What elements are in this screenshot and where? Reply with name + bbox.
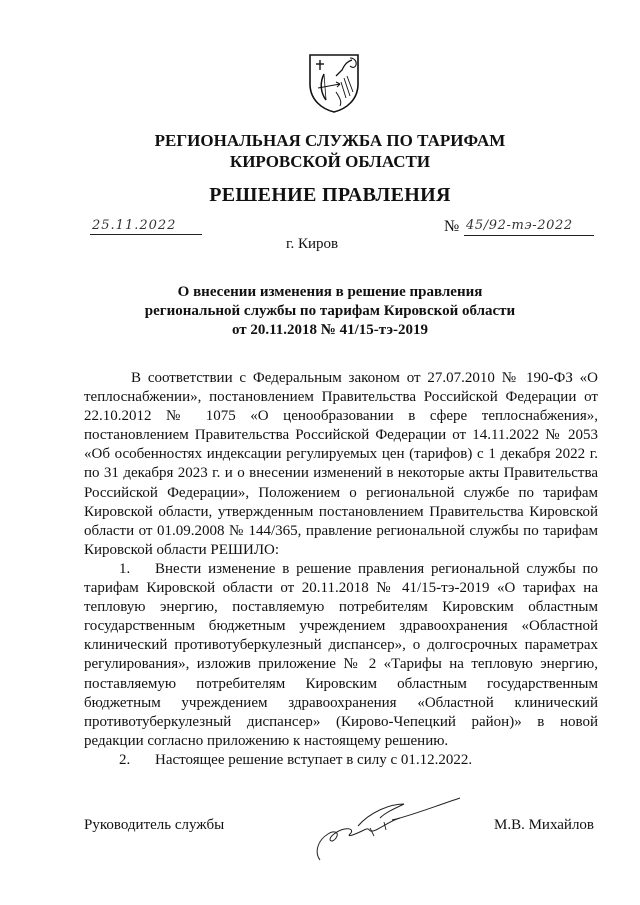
item-number: 2. (119, 751, 131, 768)
subject-line2: региональной службы по тарифам Кировской области (144, 303, 516, 319)
organization-name-line1: РЕГИОНАЛЬНАЯ СЛУЖБА ПО ТАРИФАМ (154, 131, 506, 150)
handwritten-number: 45/92-тэ-2022 (466, 218, 573, 233)
handwritten-date: 25.11.2022 (92, 218, 177, 233)
item-text: Настоящее решение вступает в силу с 01.12.2022. (155, 751, 473, 768)
subject-line1: О внесении изменения в решение правления (177, 284, 483, 300)
document-date (90, 216, 202, 238)
item-number: 1. (119, 560, 131, 577)
decision-item-2 (84, 751, 598, 770)
handwritten-signature (300, 790, 470, 870)
number-sign: № (444, 218, 460, 235)
subject-line3: от 20.11.2018 № 41/15-тэ-2019 (231, 322, 429, 338)
number-underline (464, 235, 594, 236)
signatory-name: М.В. Михайлов (494, 817, 595, 833)
document-number (444, 216, 594, 238)
item-text: Внести изменение в решение правления региональной службы по тарифам Кировской области от 20.11.2018 № 41/15-тэ-2019 «О тарифах на тепловую энергию, поставляемую потребителям Кировским областным государственным бюджетным учреждением здравоохранения «Областной клинический противотуберкулезный диспансер», о долгосрочных параметрах регулирования», изложив приложение № 2 «Тарифы на тепловую энергию, поставляемую потребителям Кировским областным государственным бюджетным учреждением здравоохранения «Областной клинический противотуберкулезный диспансер» (Кирово-Чепецкий район)» в новой редакции согласно приложению к настоящему решению. (84, 560, 598, 749)
organization-name-line2: КИРОВСКОЙ ОБЛАСТИ (229, 152, 431, 171)
decision-body (84, 369, 598, 770)
signatory-title: Руководитель службы (84, 817, 225, 833)
coat-of-arms-icon (306, 52, 362, 114)
document-type-title: РЕШЕНИЕ ПРАВЛЕНИЯ (209, 184, 451, 206)
decision-item-1 (84, 560, 598, 751)
date-underline (90, 234, 202, 235)
preamble-paragraph: В соответствии с Федеральным законом от 27.07.2010 № 190-ФЗ «О теплоснабжении», постановлением Правительства Российской Федерации от 22.10.2012 № 1075 «О ценообразовании в сфере теплоснабжения», постановлением Правительства Российской Федерации от 14.11.2022 № 2053 «Об особенностях индексации регулируемых цен (тарифов) с 1 декабря 2022 г. по 31 декабря 2023 г. и о внесении изменений в некоторые акты Правительства Российской Федерации», Положением о региональной службе по тарифам Кировской области, утвержденным постановлением Правительства Кировской области от 01.09.2008 № 144/365, правление региональной службы по тарифам Кировской области РЕШИЛО: (84, 370, 598, 558)
city-name: г. Киров (286, 236, 339, 252)
